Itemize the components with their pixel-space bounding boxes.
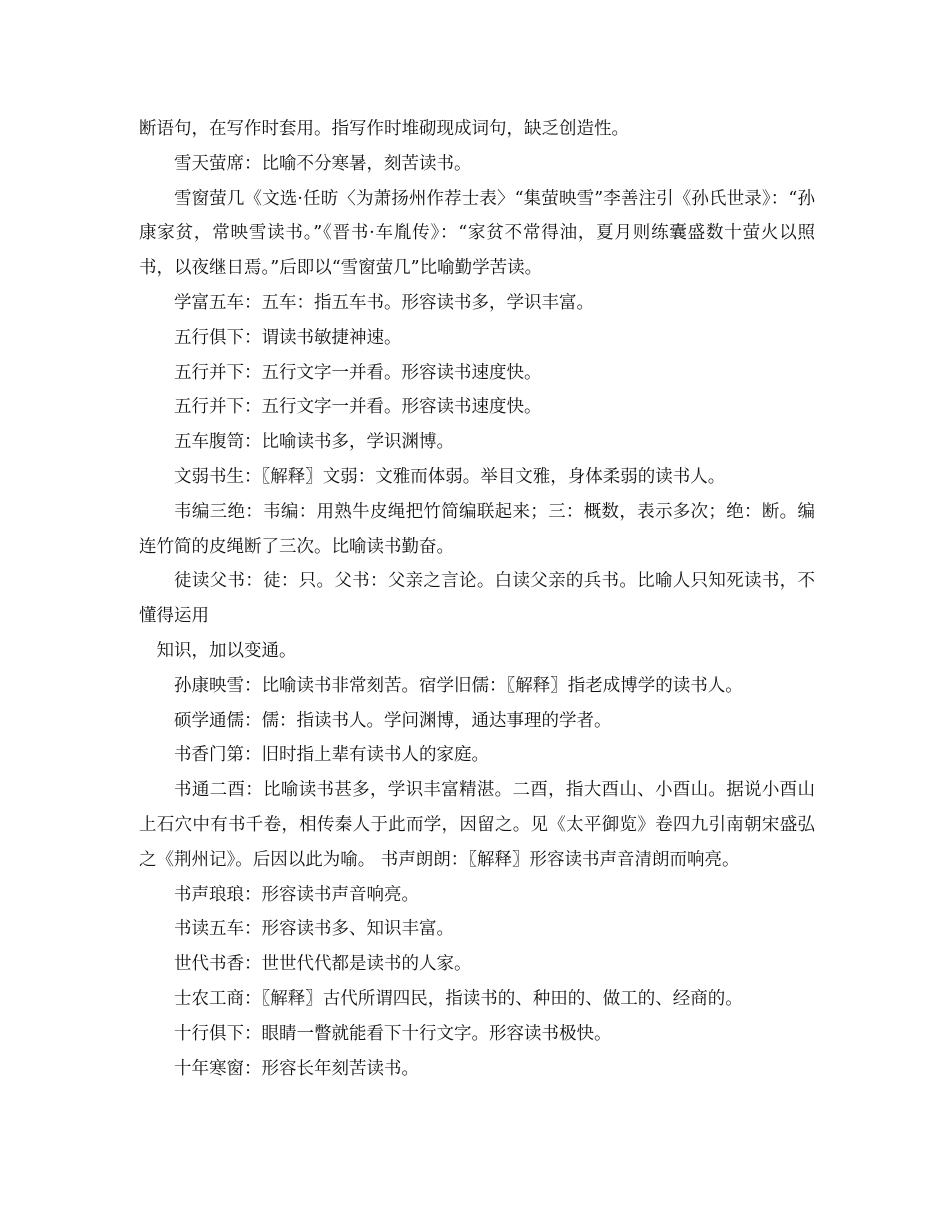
paragraph: 书声琅琅：形容读书声音响亮。 xyxy=(174,884,419,905)
paragraph: 世代书香：世世代代都是读书的人家。 xyxy=(174,954,472,975)
paragraph: 书读五车：形容读书多、知识丰富。 xyxy=(174,919,454,940)
paragraph: 五车腹笥：比喻读书多，学识渊博。 xyxy=(174,432,454,453)
paragraph: 孙康映雪：比喻读书非常刻苦。宿学旧儒：〖解释〗指老成博学的读书人。 xyxy=(174,675,743,696)
paragraph: 文弱书生：〖解释〗文弱：文雅而体弱。举目文雅，身体柔弱的读书人。 xyxy=(174,466,726,487)
paragraph: 学富五车：五车：指五车书。形容读书多，学识丰富。 xyxy=(174,292,594,313)
paragraph: 士农工商：〖解释〗古代所谓四民，指读书的、种田的、做工的、经商的。 xyxy=(174,988,743,1009)
paragraph: 雪窗萤几《文选·任昉〈为萧扬州作荐士表〉“集萤映雪”李善注引《孙氏世录》：“孙康家贫，常映雪读书。”《晋书·车胤传》：“家贫不常得油，夏月则练囊盛数十萤火以照书，以夜继日焉。”后即以“雪窗萤几”比喻勤学苦读。 xyxy=(139,188,815,279)
paragraph: 雪天萤席：比喻不分寒暑，刻苦读书。 xyxy=(174,153,472,174)
paragraph: 徒读父书：徒：只。父书：父亲之言论。白读父亲的兵书。比喻人只知死读书，不懂得运用 xyxy=(139,571,815,627)
paragraph: 十行俱下：眼睛一瞥就能看下十行文字。形容读书极快。 xyxy=(174,1023,612,1044)
document-body xyxy=(139,112,815,1086)
paragraph: 硕学通儒：儒：指读书人。学问渊博，通达事理的学者。 xyxy=(174,710,612,731)
paragraph: 断语句，在写作时套用。指写作时堆砌现成词句，缺乏创造性。 xyxy=(139,119,629,139)
paragraph: 十年寒窗：形容长年刻苦读书。 xyxy=(174,1058,419,1079)
paragraph: 书通二酉：比喻读书甚多，学识丰富精湛。二酉，指大酉山、小酉山。据说小酉山上石穴中有书千卷，相传秦人于此而学，因留之。见《太平御览》卷四九引南朝宋盛弘之《荆州记》。后因以此为喻。 书声朗朗：〖解释〗形容读书声音清朗而响亮。 xyxy=(139,780,815,870)
paragraph: 五行并下：五行文字一并看。形容读书速度快。 xyxy=(174,362,542,383)
paragraph: 知识，加以变通。 xyxy=(156,640,297,661)
paragraph: 五行并下：五行文字一并看。形容读书速度快。 xyxy=(174,397,542,418)
paragraph: 五行俱下：谓读书敏捷神速。 xyxy=(174,327,402,348)
paragraph: 书香门第：旧时指上辈有读书人的家庭。 xyxy=(174,745,489,766)
paragraph: 韦编三绝：韦编：用熟牛皮绳把竹简编联起来；三：概数，表示多次；绝：断。编连竹简的皮绳断了三次。比喻读书勤奋。 xyxy=(139,501,815,557)
